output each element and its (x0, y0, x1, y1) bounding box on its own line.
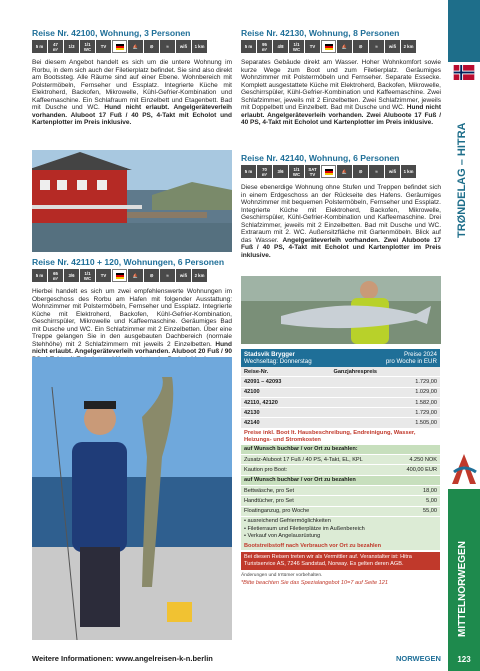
tv-icon: TV (96, 40, 111, 53)
table-row: 42140 1.505,00 (241, 418, 440, 428)
special-offer-note: *Bitte beachten Sie das Spezialangebot 10=7 auf Seite 121 (241, 580, 388, 587)
icon-row-42110-120 (32, 269, 207, 282)
distance-icon: 5 m (32, 269, 47, 282)
table-prices-label: Preise 2024 (403, 351, 437, 358)
fish-icon: ≈ (369, 40, 384, 53)
agent-note: Bei diesen Reisen treten wir als Vermittler auf. Veranstalter ist: Hitra Turistservice AS, 7246 Sandstad, Norway. Es gelten deren AGB. (241, 552, 440, 570)
shop-distance-icon: 2 km (192, 269, 207, 282)
extra-row: Floatinganzug, pro Woche 55,00 (241, 507, 440, 517)
footer-more-info: Weitere Informationen: www.angelreisen-k-n.berlin (32, 654, 213, 663)
shop-distance-icon: 2 km (401, 40, 416, 53)
brand-logo-icon (448, 450, 480, 488)
region-label-mittelnorwegen: MITTELNORWEGEN (457, 541, 468, 637)
heading-42100: Reise Nr. 42100, Wohnung, 3 Personen (32, 28, 191, 38)
german-flag-icon (321, 165, 336, 178)
boat-icon: ⛵ (337, 40, 352, 53)
price-table (241, 349, 440, 586)
change-day: Wechseltag: Donnerstag (244, 358, 312, 365)
area-icon: 47 m² (48, 40, 63, 53)
area-icon: 70 m² (257, 165, 272, 178)
wc-icon: 1/1 WC (289, 165, 304, 178)
icon-row-42140 (241, 165, 416, 178)
wifi-icon: wifi (385, 165, 400, 178)
german-flag-icon (112, 269, 127, 282)
table-title: Stadsvik Brygger (244, 351, 295, 358)
text-42110-120: Hierbei handelt es sich um zwei empfehlenswerte Wohnungen im Obergeschoss des Rorbu am Hafen mit folgender Ausstattung: Wohnzimmer mit Polstermöbeln, Fernseher und Essplatz. Integrierte Küche mit Elektroherd, Backofen, Kühl-Gefrier-Kombination, Geschirrspüler, Mikrowelle und Kaffeemaschine. Geräumiges Bad mit Dusche und WC. Ein Schlafzimmer mit 2 Einzelbetten. Über eine Treppe gelangen Sie in den ausgebauten Dachbereich (normale Stehhöhe) mit 2 Schlafzimmern mit jeweils 2 Einzelbetten. Hund nicht erlaubt. Angelgeräteverleih vorhanden. Aluboot 20 Fuß / 90 (32, 288, 232, 356)
photo-angler-salmon (241, 276, 441, 344)
list-item: • Filetierraum und Filetierplätze im Außenbereich (244, 525, 365, 532)
extra-row: Bettwäsche, pro Set 18,00 (241, 486, 440, 496)
sidebar-bottom-bar (448, 489, 480, 671)
page-number: 123 (448, 648, 480, 671)
list-item: • Verkauf von Angelausrüstung (244, 533, 321, 540)
col-reise: Reise-Nr. (244, 368, 269, 375)
boat-icon: ⛵ (337, 165, 352, 178)
area-icon: 65 m² (48, 269, 63, 282)
on-request-heading-2: auf Wunsch buchbar / vor Ort zu bezahlen (241, 476, 440, 486)
tv-icon: TV (96, 269, 111, 282)
no-dog-icon: ⊘ (353, 165, 368, 178)
heading-42110-120: Reise Nr. 42110 + 120, Wohnungen, 6 Personen (32, 257, 225, 267)
distance-icon: 5 m (241, 40, 256, 53)
photo-angler-ling (32, 357, 232, 640)
fish-icon: ≈ (160, 269, 175, 282)
region-label-trondelag: TRØNDELAG – HITRA (456, 122, 468, 238)
rooms-icon: 3/6 (64, 269, 79, 282)
fish-icon: ≈ (369, 165, 384, 178)
distance-icon: 5 m (241, 165, 256, 178)
rooms-icon: 3/6 (273, 165, 288, 178)
col-price: Ganzjahrespreis (333, 368, 377, 375)
distance-icon: 5 m (32, 40, 47, 53)
table-header (241, 349, 440, 367)
norway-flag-icon (453, 65, 475, 80)
wifi-icon: wifi (176, 40, 191, 53)
wifi-icon: wifi (385, 40, 400, 53)
extra-row: Handtücher, pro Set 5,00 (241, 496, 440, 506)
fish-icon: ≈ (160, 40, 175, 53)
amenities-list (241, 517, 440, 542)
table-row: 42110, 42120 1.582,00 (241, 398, 440, 408)
wifi-icon: wifi (176, 269, 191, 282)
included-note: Preise inkl. Boot lt. Hausbeschreibung, Endreinigung, Wasser, Heizungs- und Stromkosten (244, 429, 416, 443)
tv-icon: TV (305, 40, 320, 53)
icon-row-42100 (32, 40, 207, 53)
text-42130: Separates Gebäude direkt am Wasser. Hoher Wohnkomfort sowie kurze Wege zum Boot und zum Filetierplatz. Geräumiges Wohnzimmer mit Polstermöbeln und Fernseher. Separate Essecke. Komplett ausgestattete Küche mit Elektroherd, Backofen, Mikrowelle, Geschirrspüler, Kühl-Gefrier-Kombination und Kaffeemaschine. Zwei Schlafzimmer, jeweils mit 2 Einzelbetten. Zwei Schlafzimmer, jeweils mit Doppelbett und Einzelbett. Bad mit Dusche und WC. Hund nicht erlaubt. Angelgeräteverleih vorhanden. Zwei Aluboote 17 Fuß / 40 PS, 4-Takt mit Echolot und Kartenplotter im Preis inklusive. (241, 59, 441, 127)
boat-icon: ⛵ (128, 40, 143, 53)
footer-country: NORWEGEN (396, 654, 441, 663)
fuel-note: Bootstreibstoff nach Verbrauch vor Ort zu bezahlen (241, 542, 440, 550)
text-42100: Bei diesem Angebot handelt es sich um die untere Wohnung im Rorbu, in dem sich auch der Filetierplatz befindet. Sie sind also direkt am Bootssteg. Alle Räume sind auf einer Ebene. Wohnbereich mit Polstermöbeln, Fernseher und Essplatz. Integrierte Küche mit Elektroherd, Backofen, Mikrowelle, Kühl-Gefrier-Kombination und Kaffeemaschine. Ein Schlafraum mit Einzelbett und Etagenbett. Bad mit Dusche und WC. Hund nicht erlaubt. Angelgeräteverleih vorhanden. Aluboot 17 Fuß / 40 PS, 4-Takt mit Echolot und Kartenplotter im Preis inklusive. (32, 59, 232, 127)
per-unit: pro Woche in EUR (385, 358, 437, 365)
no-dog-icon: ⊘ (144, 40, 159, 53)
text-42140: Diese ebenerdige Wohnung ohne Stufen und Treppen befindet sich in einem Erdgeschoss an der Rückseite des Hafens. Geräumiges Wohnzimmer mit bequemen Polstermöbeln, Fernseher und Essplatz. Integrierte Küche mit Elektroherd, Backofen, Mikrowelle, Geschirrspüler, Kühl-Gefrier-Kombination und Kaffeemaschine. Drei Schlafzimmer, jeweils mit 2 Einzelbetten. Bad mit Dusche und WC. Extraraum mit 2. WC. Außensitzfläche mit Gartenmöbeln. Blick auf das Wasser. Angelgeräteverleih vorhanden. Zwei Aluboote 17 Fuß / 40 PS, 4-Takt mit Echolot und Kartenplotter im Preis inklusive. (241, 184, 441, 259)
table-row: 42130 1.729,00 (241, 408, 440, 418)
icon-row-42130 (241, 40, 416, 53)
list-item: • ausreichend Gefriermöglichkeiten (244, 517, 331, 524)
photo-red-rorbu (32, 150, 232, 252)
table-row: 42100 1.029,00 (241, 388, 440, 398)
wc-icon: 1/1 WC (80, 269, 95, 282)
heading-42130: Reise Nr. 42130, Wohnung, 8 Personen (241, 28, 400, 38)
heading-42140: Reise Nr. 42140, Wohnung, 6 Personen (241, 153, 400, 163)
shop-distance-icon: 1 km (401, 165, 416, 178)
rooms-icon: 1/3 (64, 40, 79, 53)
changes-note: Änderungen und Irrtümer vorbehalten. (241, 573, 323, 579)
extra-row: Zusatz-Aluboot 17 Fuß / 40 PS, 4-Takt, EL, KPL 4.250 NOK (241, 455, 440, 465)
extra-row: Kaution pro Boot: 400,00 EUR (241, 465, 440, 475)
wc-icon: 1/1 WC (289, 40, 304, 53)
shop-distance-icon: 1 km (192, 40, 207, 53)
rooms-icon: 4/8 (273, 40, 288, 53)
boat-icon: ⛵ (128, 269, 143, 282)
german-flag-icon (321, 40, 336, 53)
sidebar-top-bar (448, 0, 480, 62)
on-request-heading: auf Wunsch buchbar / vor Ort zu bezahlen: (241, 445, 440, 455)
sidebar (448, 0, 480, 671)
area-icon: 95 m² (257, 40, 272, 53)
no-dog-icon: ⊘ (353, 40, 368, 53)
wc-icon: 1/1 WC (80, 40, 95, 53)
tv-icon: SAT TV (305, 165, 320, 178)
table-row: 42091 – 42093 1.729,00 (241, 377, 440, 387)
no-dog-icon: ⊘ (144, 269, 159, 282)
sidebar-mid (448, 62, 480, 450)
table-col-header (241, 367, 440, 377)
german-flag-icon (112, 40, 127, 53)
